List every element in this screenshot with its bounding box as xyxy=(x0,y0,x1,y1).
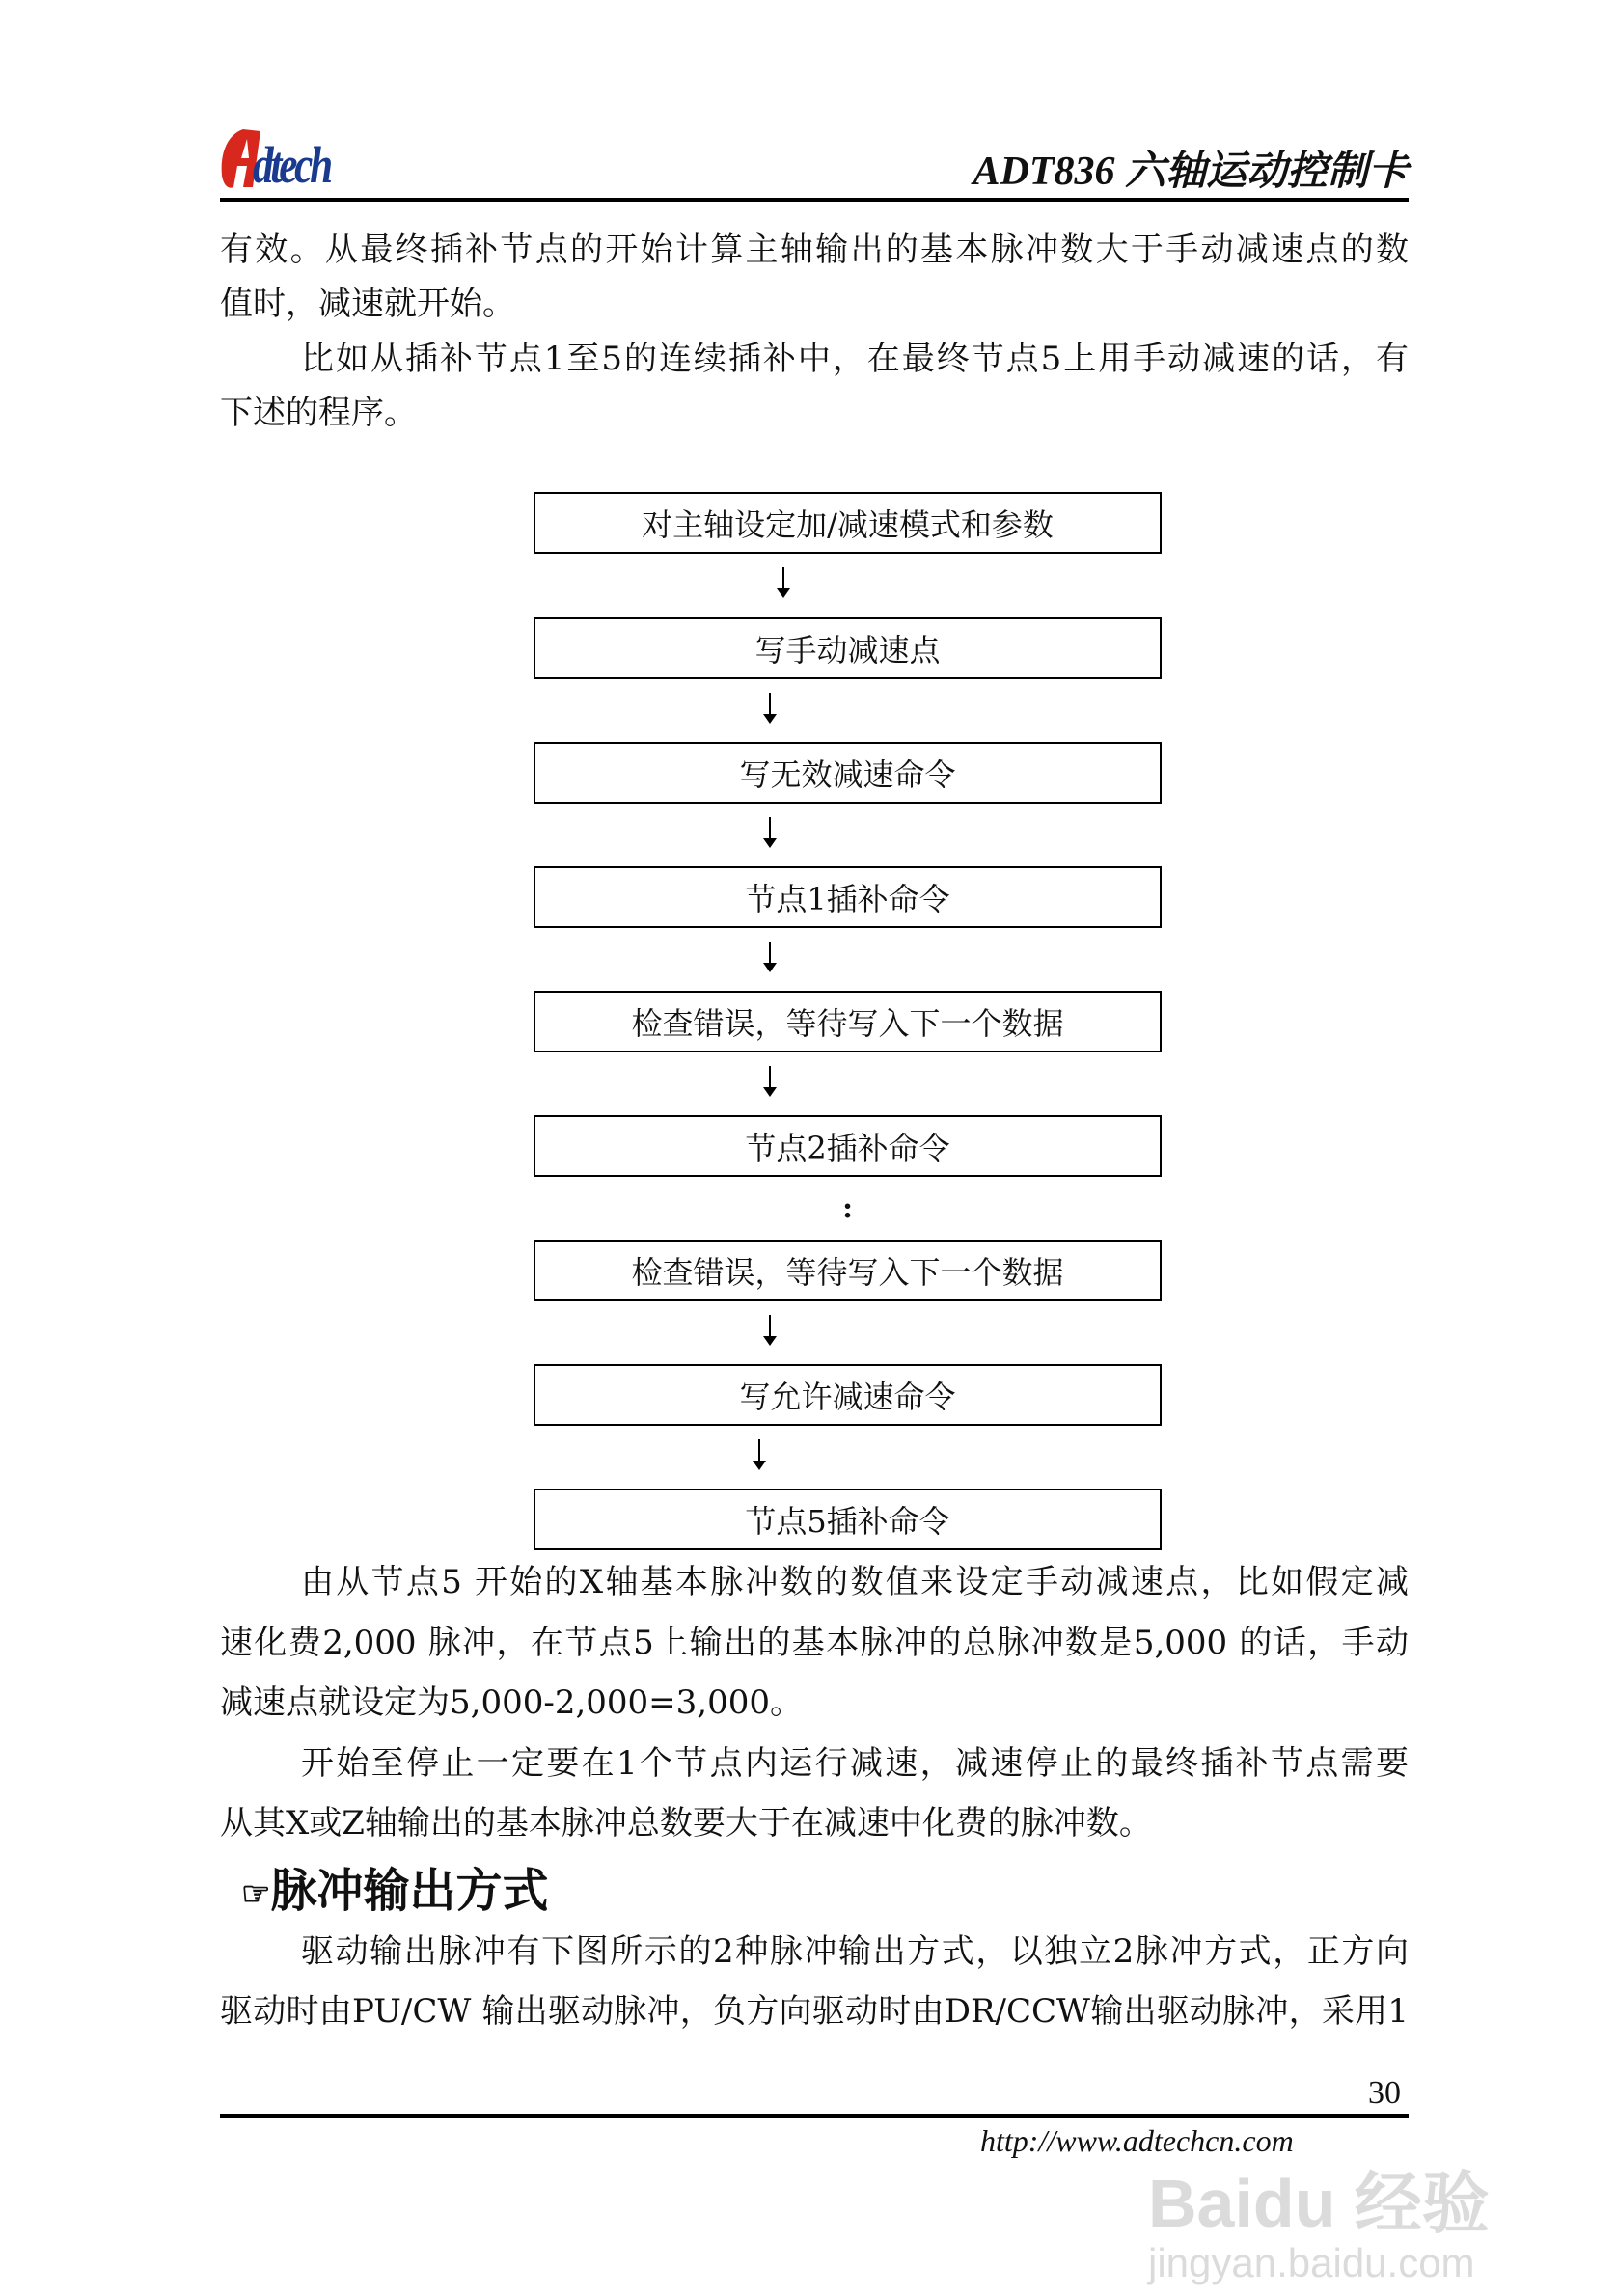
section-heading xyxy=(241,1864,549,1922)
flow-step-7: 检查错误，等待写入下一个数据 xyxy=(534,1240,1162,1301)
header-rule xyxy=(220,198,1409,202)
pointing-hand-icon: ☞ xyxy=(241,1874,271,1914)
intro-line-2: 值时，减速就开始。 xyxy=(220,285,515,323)
flow-step-6: 节点2插补命令 xyxy=(534,1115,1162,1177)
section-heading-text: 脉冲输出方式 xyxy=(270,1864,549,1918)
intro-line-3: 比如从插补节点1至5的连续插补中，在最终节点5上用手动减速的话，有 xyxy=(301,340,1409,378)
body-line-2: 速化费2,000 脉冲，在节点5上输出的基本脉冲的总脉冲数是5,000 的话，手动 xyxy=(220,1624,1409,1662)
section-line-1: 驱动输出脉冲有下图所示的2种脉冲输出方式，以独立2脉冲方式，正方向 xyxy=(301,1932,1409,1971)
watermark-line-2: jingyan.baidu.com xyxy=(1148,2240,1475,2285)
footer-url: http://www.adtechcn.com xyxy=(980,2123,1294,2158)
logo-text: dtech xyxy=(253,136,330,194)
flow-step-3: 写无效减速命令 xyxy=(534,742,1162,804)
watermark-line-1: Baidu 经验 xyxy=(1148,2166,1490,2241)
section-line-2: 驱动时由PU/CW 输出驱动脉冲，负方向驱动时由DR/CCW输出驱动脉冲，采用1 xyxy=(220,1992,1409,2031)
arrow-down-icon xyxy=(769,693,771,722)
body-line-1: 由从节点5 开始的X轴基本脉冲数的数值来设定手动减速点，比如假定减 xyxy=(301,1563,1409,1601)
flow-ellipsis: : xyxy=(842,1191,854,1225)
flow-step-8: 写允许减速命令 xyxy=(534,1364,1162,1426)
arrow-down-icon xyxy=(769,1315,771,1344)
page-number: 30 xyxy=(1368,2075,1401,2111)
arrow-down-icon xyxy=(758,1439,760,1468)
intro-line-1: 有效。从最终插补节点的开始计算主轴输出的基本脉冲数大于手动减速点的数 xyxy=(220,231,1409,269)
body-line-4: 开始至停止一定要在1个节点内运行减速，减速停止的最终插补节点需要 xyxy=(301,1744,1409,1783)
arrow-down-icon xyxy=(769,1066,771,1095)
flow-step-9: 节点5插补命令 xyxy=(534,1489,1162,1550)
arrow-down-icon xyxy=(782,567,784,596)
flow-step-2: 写手动减速点 xyxy=(534,617,1162,679)
flow-step-5: 检查错误，等待写入下一个数据 xyxy=(534,991,1162,1052)
baidu-watermark xyxy=(1148,2167,1490,2286)
arrow-down-icon xyxy=(769,817,771,846)
body-line-5: 从其X或Z轴输出的基本脉冲总数要大于在减速中化费的脉冲数。 xyxy=(220,1804,1152,1843)
flow-step-1: 对主轴设定加/减速模式和参数 xyxy=(534,492,1162,554)
flow-step-4: 节点1插补命令 xyxy=(534,866,1162,928)
arrow-down-icon xyxy=(769,942,771,970)
body-line-3: 减速点就设定为5,000-2,000=3,000。 xyxy=(220,1683,803,1722)
footer-rule xyxy=(220,2114,1409,2118)
document-title: ADT836 六轴运动控制卡 xyxy=(973,150,1409,194)
intro-line-4: 下述的程序。 xyxy=(220,394,417,432)
